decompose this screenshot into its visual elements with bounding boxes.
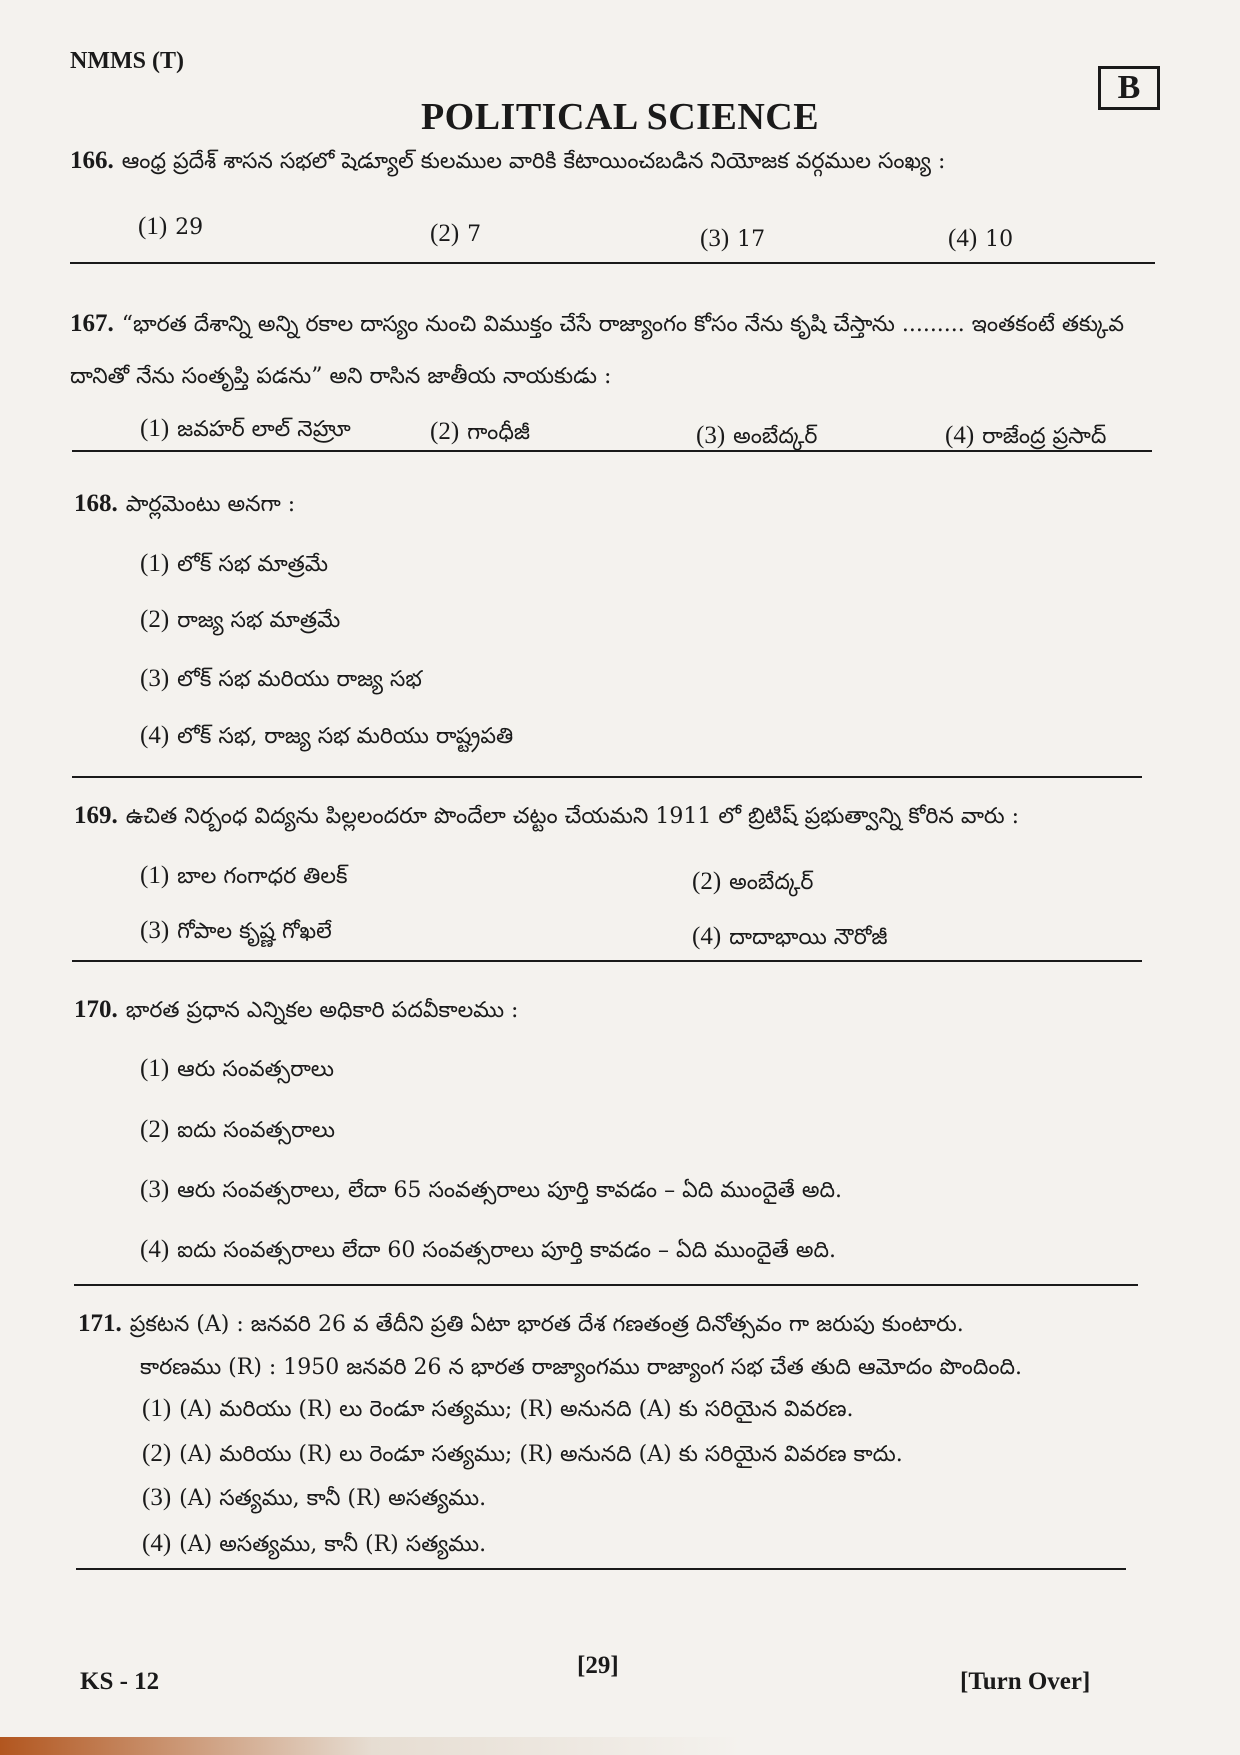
question-169 [74,800,1154,833]
option-3[interactable]: (3) ఆరు సంవత్సరాలు, లేదా 65 సంవత్సరాలు పూర్తి కావడం – ఏది ముందైతే అది. [140,1176,843,1203]
option-4[interactable]: (4) రాజేంద్ర ప్రసాద్ [945,422,1107,449]
option-1[interactable]: (1) జవహర్ లాల్ నెహ్రూ [140,415,351,442]
option-4[interactable]: (4) ఐదు సంవత్సరాలు లేదా 60 సంవత్సరాలు పూర్తి కావడం – ఏది ముందైతే అది. [140,1236,836,1263]
question-number: 171. [78,1310,122,1337]
question-number: 167. [70,310,114,337]
question-number: 168. [74,490,118,517]
question-166 [70,145,1150,178]
option-4[interactable]: (4) (A) అసత్యము, కానీ (R) సత్యము. [142,1530,487,1557]
question-text: ఉచిత నిర్బంధ విద్యను పిల్లలందరూ పొందేలా చట్టం చేయమని 1911 లో బ్రిటిష్ ప్రభుత్వాన్ని కోరిన వారు : [125,804,1019,829]
question-number: 170. [74,996,118,1023]
divider [70,262,1155,264]
option-3[interactable]: (3) 17 [700,225,766,252]
page-title: POLITICAL SCIENCE [420,96,820,138]
option-2[interactable]: (2) (A) మరియు (R) లు రెండూ సత్యము; (R) అనునది (A) కు సరియైన వివరణ కాదు. [142,1440,903,1467]
question-number: 169. [74,802,118,829]
option-2[interactable]: (2) అంబేద్కర్ [692,868,814,895]
question-167 [70,298,1160,403]
question-168 [74,488,295,521]
question-text: భారత ప్రధాన ఎన్నికల అధికారి పదవీకాలము : [125,998,519,1023]
option-1[interactable]: (1) ఆరు సంవత్సరాలు [140,1055,335,1082]
question-text: పార్లమెంటు అనగా : [125,492,296,517]
divider [74,1284,1138,1286]
divider [72,450,1152,452]
option-3[interactable]: (3) గోపాల కృష్ణ గోఖలే [140,917,332,944]
option-2[interactable]: (2) రాజ్య సభ మాత్రమే [140,606,341,633]
option-3[interactable]: (3) లోక్ సభ మరియు రాజ్య సభ [140,665,422,692]
option-3[interactable]: (3) అంబేద్కర్ [696,422,818,449]
option-1[interactable]: (1) (A) మరియు (R) లు రెండూ సత్యము; (R) అనునది (A) కు సరియైన వివరణ. [142,1395,854,1422]
question-text: ఆంధ్ర ప్రదేశ్ శాసన సభలో షెడ్యూల్ కులముల వారికి కేటాయించబడిన నియోజక వర్గముల సంఖ్య : [121,149,946,174]
option-1[interactable]: (1) లోక్ సభ మాత్రమే [140,550,329,577]
option-1[interactable]: (1) బాల గంగాధర తిలక్ [140,862,348,889]
question-170 [74,994,518,1027]
question-text: ప్రకటన (A) : జనవరి 26 వ తేదీని ప్రతి ఏటా భారత దేశ గణతంత్ర దినోత్సవం గా జరుపు కుంటారు. [129,1312,964,1337]
exam-code: NMMS (T) [70,48,184,74]
divider [76,1568,1126,1570]
scan-edge [0,1737,1240,1755]
divider [72,776,1142,778]
option-2[interactable]: (2) 7 [430,220,482,247]
divider [72,960,1142,962]
question-number: 166. [70,147,114,174]
page-number: [29] [577,1652,619,1679]
option-4[interactable]: (4) లోక్ సభ, రాజ్య సభ మరియు రాష్ట్రపతి [140,722,514,749]
question-171 [78,1308,1138,1341]
option-4[interactable]: (4) 10 [948,225,1014,252]
option-3[interactable]: (3) (A) సత్యము, కానీ (R) అసత్యము. [142,1484,487,1511]
question-text: “భారత దేశాన్ని అన్ని రకాల దాస్యం నుంచి విముక్తం చేసే రాజ్యాంగం కోసం నేను కృషి చేస్తాను ......... ఇంతకంటే తక్కువ దానితో నేను సంతృప్తి పడను” అని రాసిన జాతీయ నాయకుడు : [70,312,1124,389]
question-reason: కారణము (R) : 1950 జనవరి 26 న భారత రాజ్యాంగము రాజ్యాంగ సభ చేత తుది ఆమోదం పొందింది. [140,1355,1023,1380]
option-2[interactable]: (2) గాంధీజీ [430,418,530,445]
option-2[interactable]: (2) ఐదు సంవత్సరాలు [140,1116,335,1143]
option-4[interactable]: (4) దాదాభాయి నౌరోజీ [692,923,888,950]
set-badge: B [1098,66,1160,110]
turn-over: [Turn Over] [960,1668,1091,1695]
option-1[interactable]: (1) 29 [138,213,204,240]
footer-code: KS - 12 [80,1668,160,1695]
